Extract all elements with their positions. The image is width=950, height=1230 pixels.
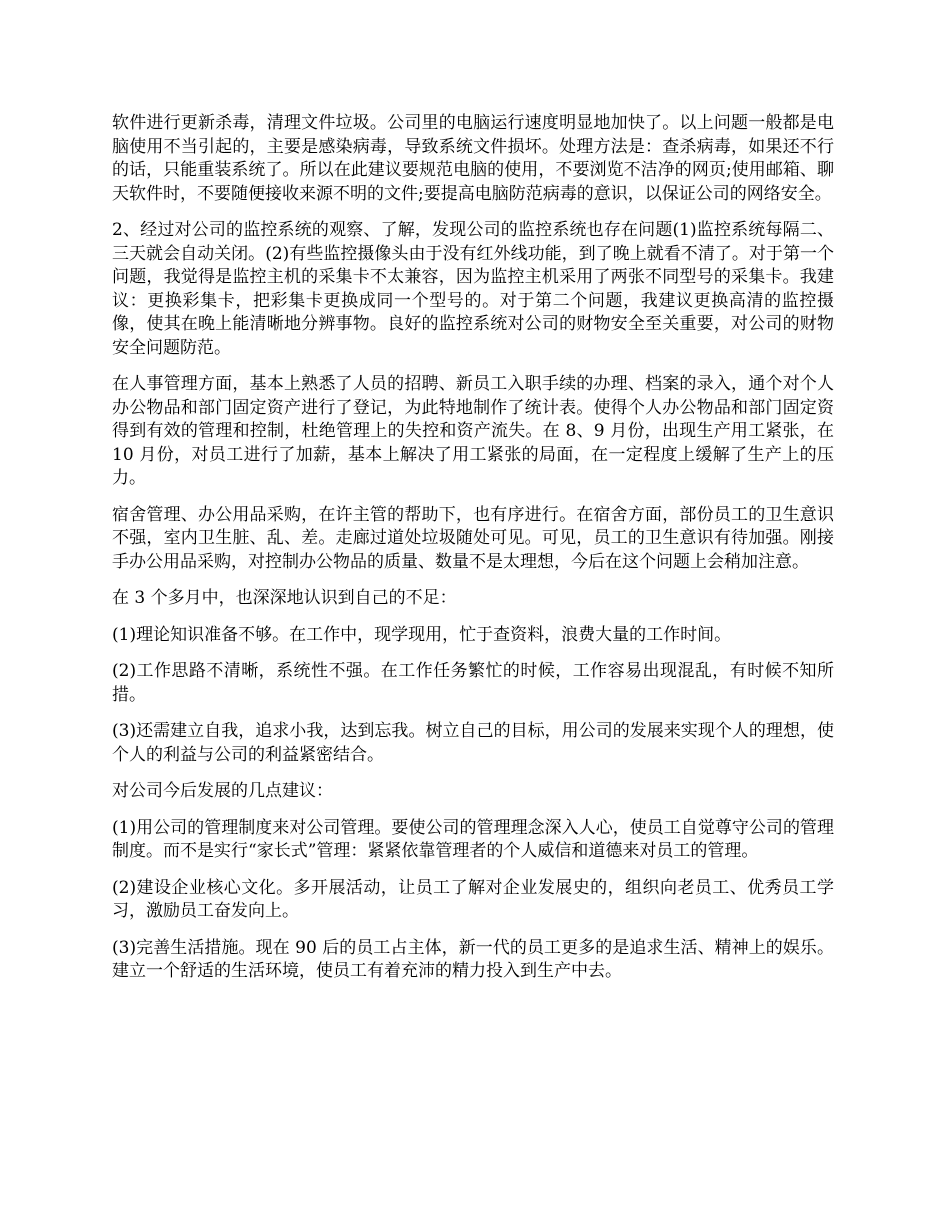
paragraph-monitoring-system: 2、经过对公司的监控系统的观察、了解，发现公司的监控系统也存在问题(1)监控系统每隔二、三天就会自动关闭。(2)有些监控摄像头由于没有红外线功能，到了晚上就看不清了。对于第一个问题，我觉得是监控主机的采集卡不太兼容，因为监控主机采用了两张不同型号的采集卡。我建议：更换彩集卡，把彩集卡更换成同一个型号的。对于第二个问题，我建议更换高清的监控摄像，使其在晚上能清晰地分辨事物。良好的监控系统对公司的财物安全至关重要，对公司的财物安全问题防范。: [112, 220, 834, 358]
paragraph-shortcoming-1: (1)理论知识准备不够。在工作中，现学现用，忙于查资料，浪费大量的工作时间。: [112, 624, 732, 645]
paragraph-computer-maintenance: 软件进行更新杀毒，清理文件垃圾。公司里的电脑运行速度明显地加快了。以上问题一般都是电脑使用不当引起的，主要是感染病毒，导致系统文件损坏。处理方法是：查杀病毒，如果还不行的话，只能重装系统了。所以在此建议要规范电脑的使用，不要浏览不洁净的网页;使用邮箱、聊天软件时，不要随便接收来源不明的文件;要提高电脑防范病毒的意识，以保证公司的网络安全。: [112, 113, 834, 204]
paragraph-shortcoming-2: (2)工作思路不清晰，系统性不强。在工作任务繁忙的时候，工作容易出现混乱，有时候不知所措。: [112, 661, 834, 705]
paragraph-dormitory-purchasing: 宿舍管理、办公用品采购，在许主管的帮助下，也有序进行。在宿舍方面，部份员工的卫生意识不强，室内卫生脏、乱、差。走廊过道处垃圾随处可见。可见，员工的卫生意识有待加强。刚接手办公用品采购，对控制办公物品的质量、数量不是太理想，今后在这个问题上会稍加注意。: [112, 504, 834, 572]
paragraph-shortcoming-3: (3)还需建立自我，追求小我，达到忘我。树立自己的目标，用公司的发展来实现个人的理想，使个人的利益与公司的利益紧密结合。: [112, 721, 834, 765]
paragraph-shortcomings-intro: 在 3 个多月中，也深深地认识到自己的不足：: [112, 588, 457, 608]
paragraph-suggestion-3: (3)完善生活措施。现在 90 后的员工占主体，新一代的员工更多的是追求生活、精神上的娱乐。建立一个舒适的生活环境，使员工有着充沛的精力投入到生产中去。: [112, 937, 834, 981]
paragraph-suggestion-1: (1)用公司的管理制度来对公司管理。要使公司的管理理念深入人心，使员工自觉尊守公司的管理制度。而不是实行“家长式”管理：紧紧依靠管理者的个人威信和道德来对员工的管理。: [112, 817, 834, 861]
document-page: [112, 112, 834, 997]
paragraph-suggestion-2: (2)建设企业核心文化。多开展活动，让员工了解对企业发展史的，组织向老员工、优秀员工学习，激励员工奋发向上。: [112, 877, 834, 921]
paragraph-personnel-management: 在人事管理方面，基本上熟悉了人员的招聘、新员工入职手续的办理、档案的录入，通个对个人办公物品和部门固定资产进行了登记，为此特地制作了统计表。使得个人办公物品和部门固定资得到有效的管理和控制，杜绝管理上的失控和资产流失。在 8、9 月份，出现生产用工紧张，在 10 月份，对员工进行了加薪，基本上解决了用工紧张的局面，在一定程度上缓解了生产上的压力。: [112, 374, 834, 488]
paragraph-suggestions-intro: 对公司今后发展的几点建议：: [112, 781, 333, 801]
